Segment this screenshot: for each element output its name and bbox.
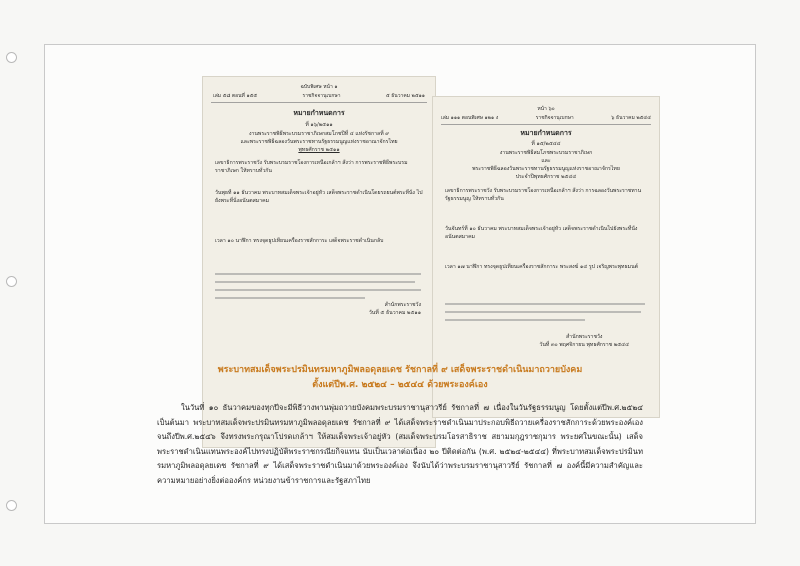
gazette-subject: พระราชพิธีฉลองวันพระราชทานรัฐธรรมนูญแห่งราชอาณาจักรไทย bbox=[472, 166, 620, 172]
gazette-text-line bbox=[215, 281, 415, 283]
gazette-paragraph: วันจันทร์ที่ ๑๐ ธันวาคม พระบาทสมเด็จพระเจ้าอยู่หัว เสด็จพระราชดำเนินไปยังพระที่นั่งอนันตสมาคม bbox=[445, 226, 638, 240]
gazette-signature-date: วันที่ ๕ ธันวาคม ๒๕๑๑ bbox=[368, 310, 421, 316]
caption-line-1: พระบาทสมเด็จพระปรมินทรมหาภูมิพลอดุลยเดช รัชกาลที่ ๙ เสด็จพระราชดำเนินมาถวายบังคม bbox=[217, 365, 583, 375]
gazette-subject: พุทธศักราช ๒๕๑๑ bbox=[298, 147, 340, 153]
gazette-title: หมายกำหนดการ bbox=[520, 128, 572, 137]
gazette-header-row bbox=[213, 92, 425, 100]
gazette-header-page: หน้า ๖๐ bbox=[537, 106, 555, 112]
gazette-text-line bbox=[215, 273, 421, 275]
gazette-paragraph: เวลา ๑๐ นาฬิกา ทรงจุดธูปเทียนเครื่องราชสักการะ เสด็จพระราชดำเนินกลับ bbox=[215, 238, 384, 244]
document-frame bbox=[44, 44, 756, 524]
gazette-volume: เล่ม ๑๑๑ ตอนพิเศษ ๑๒๑ ง bbox=[441, 115, 499, 121]
gazette-text-line bbox=[215, 297, 365, 299]
gazette-number: ที่ ๑๕/๒๕๔๔ bbox=[531, 141, 561, 147]
gazette-paragraph: เลขาธิการพระราชวัง รับพระบรมราชโองการเหนือเกล้าฯ สั่งว่า การฉลองวันพระราชทานรัฐธรรมนูญ ให้ทราบทั่วกัน bbox=[445, 188, 642, 202]
gazette-volume: เล่ม ๕๘ ตอนที่ ๑๕๕ bbox=[213, 93, 258, 99]
binder-hole bbox=[6, 52, 17, 63]
gazette-date: ๕ ธันวาคม ๒๕๑๑ bbox=[385, 93, 425, 99]
gazette-signature bbox=[539, 333, 629, 349]
caption-line-2: ตั้งแต่ปีพ.ศ. ๒๕๒๔ – ๒๕๔๔ ด้วยพระองค์เอง bbox=[312, 380, 488, 390]
gazette-section: ราชกิจจานุเบกษา bbox=[302, 93, 341, 99]
gazette-signature bbox=[369, 301, 421, 317]
gazette-signature-office: สำนักพระราชวัง bbox=[384, 302, 421, 308]
gazette-text-line bbox=[215, 289, 421, 291]
gazette-text-line bbox=[445, 303, 645, 305]
gazette-paragraph: เวลา ๑๗ นาฬิกา ทรงจุดธูปเทียนเครื่องราชสักการะ พระสงฆ์ ๑๔ รูป เจริญพระพุทธมนต์ bbox=[445, 264, 638, 270]
gazette-subject: ประจำปีพุทธศักราช ๒๕๔๔ bbox=[515, 174, 577, 180]
gazette-subject: งานพระราชพิธีสมโภชพระบรมราชาภิเษก bbox=[499, 150, 593, 156]
gazette-subject: และ bbox=[541, 158, 551, 164]
body-paragraph: ในวันที่ ๑๐ ธันวาคมของทุกปีจะมีพิธีวางพานพุ่มถวายบังคมพระบรมราชานุสาวรีย์ รัชกาลที่ ๗ เนื่องในวันรัฐธรรมนูญ โดยตั้งแต่ปีพ.ศ.๒๕๒๔ เป็นต้นมา พระบาทสมเด็จพระปรมินทรมหาภูมิพลอดุลยเดช รัชกาลที่ ๙ ได้เสด็จพระราชดำเนินมาประกอบพิธีถวายเครื่องราชสักการะด้วยพระองค์เอง จนถึงปีพ.ศ.๒๕๔๖ จึงทรงพระกรุณาโปรดเกล้าฯ ให้สมเด็จพระเจ้าอยู่หัว (สมเด็จพระบรมโอรสาธิราช สยามมกุฎราชกุมาร พระยศในขณะนั้น) เสด็จพระราชดำเนินแทนพระองค์ไปทรงปฏิบัติพระราชกรณียกิจแทน นับเป็นเวลาต่อเนื่อง ๒๐ ปีติดต่อกัน (พ.ศ. ๒๕๒๔-๒๕๔๔) ที่พระบาทสมเด็จพระปรมินทรมหาภูมิพลอดุลยเดช รัชกาลที่ ๙ ได้เสด็จพระราชดำเนินมาด้วยพระองค์เอง จึงนับได้ว่าพระบรมราชานุสาวรีย์ รัชกาลที่ ๗ องค์นี้มีความสำคัญและความหมายอย่างยิ่งต่อองค์กร หน่วยงานข้าราชการและรัฐสภาไทย bbox=[157, 403, 643, 485]
gazette-text-line bbox=[445, 311, 641, 313]
gazette-text-line bbox=[445, 319, 585, 321]
gazette-subject: งานพระราชพิธีพระบรมราชาภิเษกสมโภชปีที่ ๔ แห่งรัชกาลที่ ๙ bbox=[248, 131, 390, 137]
gazette-date: ๖ ธันวาคม ๒๕๔๔ bbox=[611, 115, 651, 121]
gazette-header-top: ฉบับพิเศษ หน้า ๑ bbox=[300, 84, 338, 90]
gazette-section: ราชกิจจานุเบกษา bbox=[535, 115, 574, 121]
gazette-header-row bbox=[441, 114, 651, 122]
gazette-signature-office: สำนักพระราชวัง bbox=[565, 334, 603, 340]
gazette-rule bbox=[441, 124, 651, 125]
binder-hole bbox=[6, 500, 17, 511]
binder-hole bbox=[6, 276, 17, 287]
gazette-title: หมายกำหนดการ bbox=[293, 108, 345, 117]
binder-holes bbox=[6, 0, 20, 566]
gazette-rule bbox=[211, 102, 427, 103]
gazette-paragraph: วันพุธที่ ๑๑ ธันวาคม พระบาทสมเด็จพระเจ้าอยู่หัว เสด็จพระราชดำเนินโดยรถยนต์พระที่นั่ง ไปยังพระที่นั่งอนันตสมาคม bbox=[215, 190, 423, 204]
gazette-signature-date: วันที่ ๓๐ พฤศจิกายน พุทธศักราช ๒๕๔๔ bbox=[539, 342, 629, 348]
gazette-number: ที่ ๑๖/๒๕๑๑ bbox=[305, 122, 333, 128]
gazette-paragraph: เลขาธิการพระราชวัง รับพระบรมราชโองการเหนือเกล้าฯ สั่งว่า การพระราชพิธีพระบรมราชาภิเษก ให้ทราบทั่วกัน bbox=[215, 160, 408, 174]
gazette-subject: และพระราชพิธีฉลองวันพระราชทานรัฐธรรมนูญแห่งราชอาณาจักรไทย bbox=[240, 139, 398, 145]
